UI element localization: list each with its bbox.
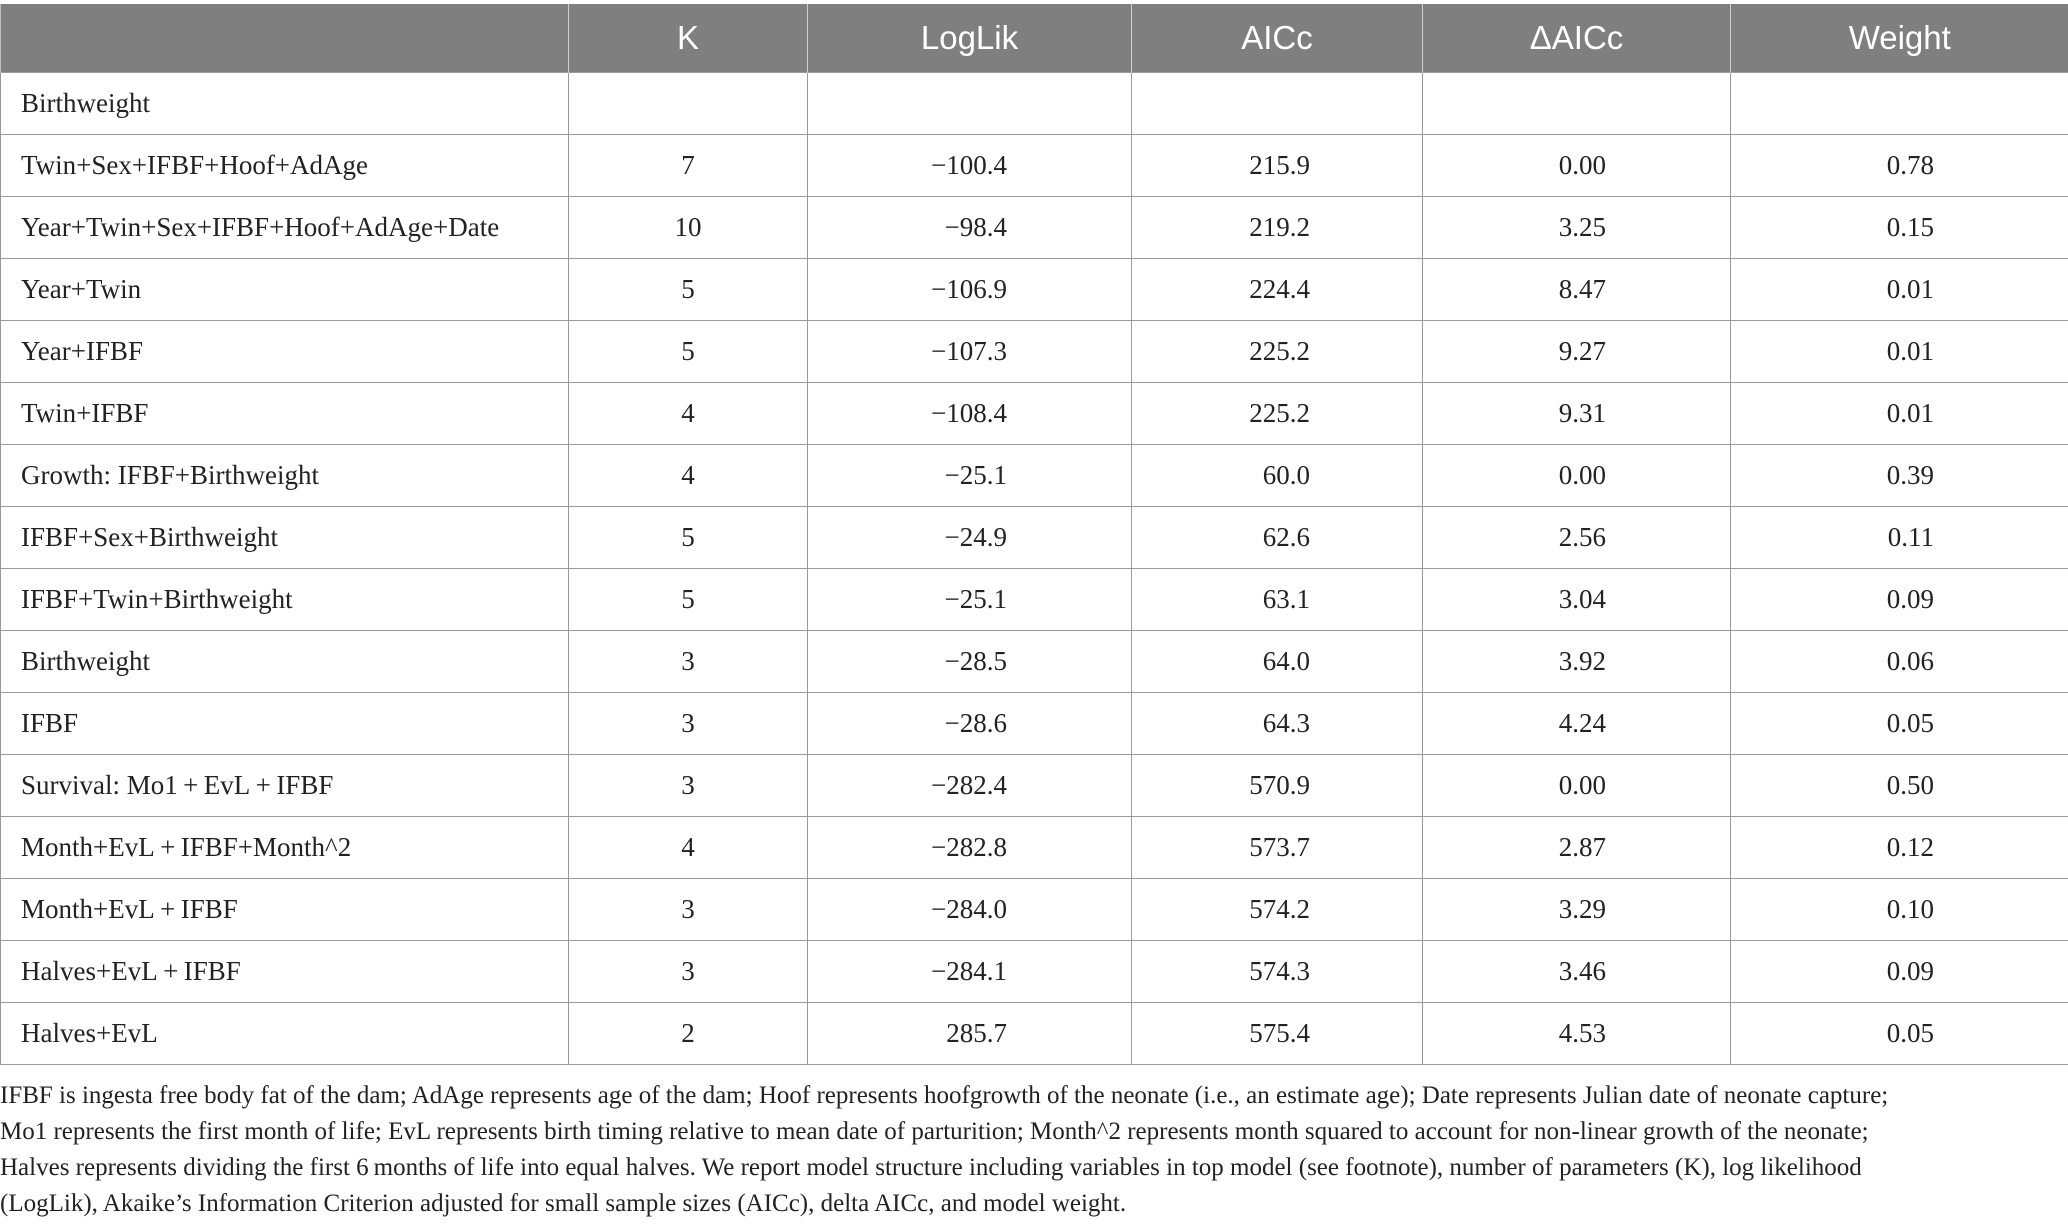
- header-model: [1, 4, 569, 73]
- cell-weight: 0.39: [1731, 445, 2068, 507]
- cell-loglik: −24.9: [808, 507, 1132, 569]
- cell-loglik: −284.1: [808, 941, 1132, 1003]
- table-row: [1, 569, 2068, 631]
- table-row: [1, 879, 2068, 941]
- cell-aicc: 224.4: [1132, 259, 1423, 321]
- cell-loglik: −282.4: [808, 755, 1132, 817]
- cell-delta-aicc: 3.29: [1423, 879, 1731, 941]
- cell-loglik: −25.1: [808, 445, 1132, 507]
- cell-delta-aicc: 8.47: [1423, 259, 1731, 321]
- cell-model: IFBF+Twin+Birthweight: [1, 569, 569, 631]
- cell-aicc: 219.2: [1132, 197, 1423, 259]
- cell-aicc: 215.9: [1132, 135, 1423, 197]
- cell-loglik: −100.4: [808, 135, 1132, 197]
- cell-k: 5: [569, 259, 808, 321]
- cell-model: IFBF+Sex+Birthweight: [1, 507, 569, 569]
- cell-weight: 0.01: [1731, 383, 2068, 445]
- cell-loglik: −282.8: [808, 817, 1132, 879]
- cell-model: Year+Twin+Sex+IFBF+Hoof+AdAge+Date: [1, 197, 569, 259]
- table-row: [1, 693, 2068, 755]
- table-row: [1, 383, 2068, 445]
- table-row: [1, 135, 2068, 197]
- cell-model: Twin+Sex+IFBF+Hoof+AdAge: [1, 135, 569, 197]
- table-row: [1, 445, 2068, 507]
- cell-loglik: 285.7: [808, 1003, 1132, 1065]
- cell-weight: 0.06: [1731, 631, 2068, 693]
- cell-delta-aicc: 2.56: [1423, 507, 1731, 569]
- cell-loglik: −98.4: [808, 197, 1132, 259]
- table-row: [1, 321, 2068, 383]
- cell-loglik: −108.4: [808, 383, 1132, 445]
- cell-aicc: 62.6: [1132, 507, 1423, 569]
- cell-delta-aicc: 0.00: [1423, 445, 1731, 507]
- cell-model: Year+Twin: [1, 259, 569, 321]
- cell-aicc: 225.2: [1132, 321, 1423, 383]
- cell-model: Twin+IFBF: [1, 383, 569, 445]
- cell-k: 5: [569, 321, 808, 383]
- cell-aicc: 63.1: [1132, 569, 1423, 631]
- cell-delta-aicc: 4.24: [1423, 693, 1731, 755]
- cell-model: Birthweight: [1, 631, 569, 693]
- table-row: [1, 631, 2068, 693]
- cell-weight: 0.50: [1731, 755, 2068, 817]
- header-k: K: [569, 4, 808, 73]
- footnote-line: (LogLik), Akaike’s Information Criterion adjusted for small sample sizes (AICc), delta AICc, and model weight.: [0, 1190, 1127, 1217]
- cell-delta-aicc: 0.00: [1423, 755, 1731, 817]
- cell-weight: 0.05: [1731, 1003, 2068, 1065]
- cell-k: 3: [569, 755, 808, 817]
- cell-weight: 0.11: [1731, 507, 2068, 569]
- cell-weight: 0.01: [1731, 321, 2068, 383]
- table-row: [1, 817, 2068, 879]
- cell-k: 4: [569, 383, 808, 445]
- cell-model: Month+EvL + IFBF+Month^2: [1, 817, 569, 879]
- footnote-line: Halves represents dividing the first 6 months of life into equal halves. We report model structure including variables in top model (see footnote), number of parameters (K), log likelihood: [0, 1154, 1862, 1181]
- cell-delta-aicc: 3.92: [1423, 631, 1731, 693]
- cell-delta-aicc: 3.04: [1423, 569, 1731, 631]
- cell-weight: 0.05: [1731, 693, 2068, 755]
- cell-k: 3: [569, 879, 808, 941]
- cell-weight: 0.09: [1731, 569, 2068, 631]
- cell-delta-aicc: 3.46: [1423, 941, 1731, 1003]
- table-row: [1, 1003, 2068, 1065]
- cell-loglik: −28.6: [808, 693, 1132, 755]
- cell-k: 7: [569, 135, 808, 197]
- cell-loglik: −107.3: [808, 321, 1132, 383]
- cell-k: 3: [569, 631, 808, 693]
- table-row: [1, 507, 2068, 569]
- cell-loglik: −284.0: [808, 879, 1132, 941]
- cell-k: 10: [569, 197, 808, 259]
- cell-weight: 0.09: [1731, 941, 2068, 1003]
- cell-k: 3: [569, 693, 808, 755]
- footnote-line: Mo1 represents the first month of life; EvL represents birth timing relative to mean date of parturition; Month^2 represents month squared to account for non-linear growth of the neonate;: [0, 1118, 1869, 1145]
- cell-model: Halves+EvL: [1, 1003, 569, 1065]
- cell-weight: 0.15: [1731, 197, 2068, 259]
- cell-model: Growth: IFBF+Birthweight: [1, 445, 569, 507]
- cell-aicc: 575.4: [1132, 1003, 1423, 1065]
- table-row: [1, 259, 2068, 321]
- cell-loglik: −28.5: [808, 631, 1132, 693]
- header-aicc: AICc: [1132, 4, 1423, 73]
- cell-weight: 0.12: [1731, 817, 2068, 879]
- table-footnote: [0, 1078, 2060, 1222]
- cell-loglik: −25.1: [808, 569, 1132, 631]
- cell-delta-aicc: 9.31: [1423, 383, 1731, 445]
- cell-loglik: [808, 73, 1132, 135]
- cell-k: 3: [569, 941, 808, 1003]
- cell-weight: 0.10: [1731, 879, 2068, 941]
- cell-weight: [1731, 73, 2068, 135]
- cell-k: 5: [569, 507, 808, 569]
- cell-aicc: 64.0: [1132, 631, 1423, 693]
- cell-aicc: 574.2: [1132, 879, 1423, 941]
- cell-model: Survival: Mo1 + EvL + IFBF: [1, 755, 569, 817]
- cell-delta-aicc: 4.53: [1423, 1003, 1731, 1065]
- header-delta-aicc: ΔAICc: [1423, 4, 1731, 73]
- cell-aicc: 573.7: [1132, 817, 1423, 879]
- table-body: [1, 73, 2068, 1065]
- cell-k: [569, 73, 808, 135]
- cell-delta-aicc: 3.25: [1423, 197, 1731, 259]
- table-row: [1, 941, 2068, 1003]
- table-row: [1, 73, 2068, 135]
- header-loglik: LogLik: [808, 4, 1132, 73]
- cell-k: 2: [569, 1003, 808, 1065]
- table-header-row: [1, 4, 2068, 73]
- table-row: [1, 197, 2068, 259]
- cell-k: 4: [569, 817, 808, 879]
- footnote-line: IFBF is ingesta free body fat of the dam; AdAge represents age of the dam; Hoof represents hoofgrowth of the neonate (i.e., an estimate age); Date represents Julian date of neonate capture;: [0, 1082, 1889, 1109]
- cell-weight: 0.01: [1731, 259, 2068, 321]
- cell-delta-aicc: 9.27: [1423, 321, 1731, 383]
- cell-aicc: 60.0: [1132, 445, 1423, 507]
- cell-delta-aicc: [1423, 73, 1731, 135]
- cell-loglik: −106.9: [808, 259, 1132, 321]
- model-selection-table-container: [0, 4, 2068, 1065]
- cell-model: Birthweight: [1, 73, 569, 135]
- cell-model: Halves+EvL + IFBF: [1, 941, 569, 1003]
- cell-k: 4: [569, 445, 808, 507]
- cell-k: 5: [569, 569, 808, 631]
- model-selection-table: [0, 4, 2068, 1065]
- cell-weight: 0.78: [1731, 135, 2068, 197]
- cell-aicc: 570.9: [1132, 755, 1423, 817]
- cell-model: Month+EvL + IFBF: [1, 879, 569, 941]
- cell-aicc: [1132, 73, 1423, 135]
- header-weight: Weight: [1731, 4, 2068, 73]
- cell-delta-aicc: 0.00: [1423, 135, 1731, 197]
- cell-aicc: 225.2: [1132, 383, 1423, 445]
- cell-model: Year+IFBF: [1, 321, 569, 383]
- cell-aicc: 64.3: [1132, 693, 1423, 755]
- cell-aicc: 574.3: [1132, 941, 1423, 1003]
- table-row: [1, 755, 2068, 817]
- cell-delta-aicc: 2.87: [1423, 817, 1731, 879]
- cell-model: IFBF: [1, 693, 569, 755]
